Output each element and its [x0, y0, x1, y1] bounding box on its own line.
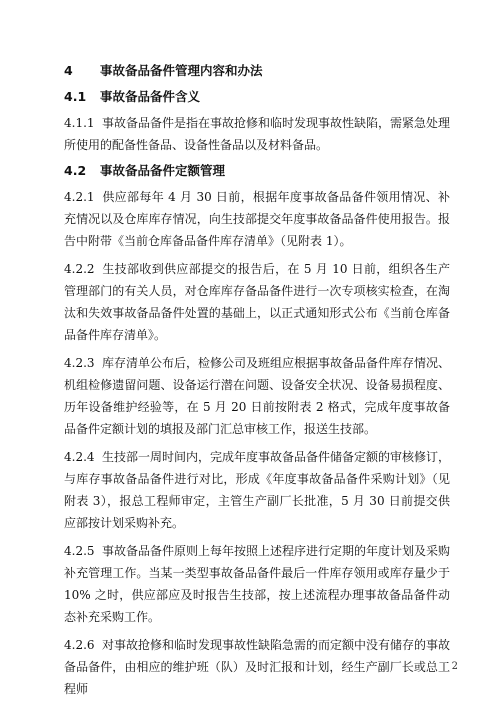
- heading-title: 事故备品备件含义: [100, 89, 201, 104]
- paragraph-4-2-6: [64, 634, 450, 700]
- heading-title: 事故备品备件管理内容和办法: [100, 63, 263, 78]
- paragraph-number: 4.2.3: [64, 356, 95, 370]
- heading-number: 4: [64, 63, 73, 78]
- paragraph-4-2-3: [64, 352, 450, 440]
- page-number: 2: [451, 661, 458, 672]
- paragraph-number: 4.1.1: [64, 116, 95, 130]
- heading-section-4-2: [64, 162, 450, 180]
- paragraph-4-2-1: [64, 186, 450, 252]
- heading-section-4: [64, 62, 450, 80]
- paragraph-number: 4.2.6: [64, 638, 95, 652]
- paragraph-number: 4.2.5: [64, 544, 95, 558]
- heading-section-4-1: [64, 88, 450, 106]
- paragraph-4-2-5: [64, 540, 450, 628]
- paragraph-text: 事故备品备件原则上每年按照上述程序进行定期的年度计划及采购补充管理工作。当某一类型事故备品备件最后一件库存领用或库存量少于 10% 之时，供应部应及时报告生技部，按上述流程办理事故备品备件动态补充采购工作。: [64, 544, 451, 624]
- heading-number: 4.1: [64, 89, 87, 104]
- paragraph-text: 库存清单公布后，检修公司及班组应根据事故备品备件库存情况、机组检修遗留问题、设备运行潜在问题、设备安全状况、设备易损程度、历年设备维护经验等，在 5 月 20 日前按附表 2 格式，完成年度事故备品备件定额计划的填报及部门汇总审核工作，报送生技部。: [64, 356, 451, 436]
- paragraph-text: 事故备品备件是指在事故抢修和临时发现事故性缺陷，需紧急处理所使用的配备性备品、设备性备品以及材料备品。: [64, 116, 451, 152]
- paragraph-4-1-1: [64, 112, 450, 156]
- heading-title: 事故备品备件定额管理: [100, 163, 226, 178]
- paragraph-4-2-4: [64, 446, 450, 534]
- paragraph-text: 对事故抢修和临时发现事故性缺陷急需的而定额中没有储存的事故备品备件，由相应的维护班（队）及时汇报和计划，经生产副厂长或总工程师: [64, 638, 451, 696]
- paragraph-text: 供应部每年 4 月 30 日前，根据年度事故备品备件领用情况、补充情况以及仓库库存情况，向生技部提交年度事故备品备件使用报告。报告中附带《当前仓库备品备件库存清单》（见附表 1）。: [64, 190, 450, 248]
- paragraph-number: 4.2.4: [64, 450, 95, 464]
- document-body: [64, 62, 450, 706]
- paragraph-number: 4.2.2: [64, 262, 95, 276]
- heading-number: 4.2: [64, 163, 87, 178]
- paragraph-number: 4.2.1: [64, 190, 95, 204]
- paragraph-4-2-2: [64, 258, 450, 346]
- paragraph-text: 生技部一周时间内，完成年度事故备品备件储备定额的审核修订，与库存事故备品备件进行对比，形成《年度事故备品备件采购计划》（见附表 3），报总工程师审定，主管生产副厂长批准，5 月 30 日前提交供应部按计划采购补充。: [64, 450, 451, 530]
- paragraph-text: 生技部收到供应部提交的报告后，在 5 月 10 日前，组织各生产管理部门的有关人员，对仓库库存备品备件进行一次专项核实检查，在淘汰和失效事故备品备件处置的基础上，以正式通知形式公布《当前仓库备品备件库存清单》。: [64, 262, 450, 342]
